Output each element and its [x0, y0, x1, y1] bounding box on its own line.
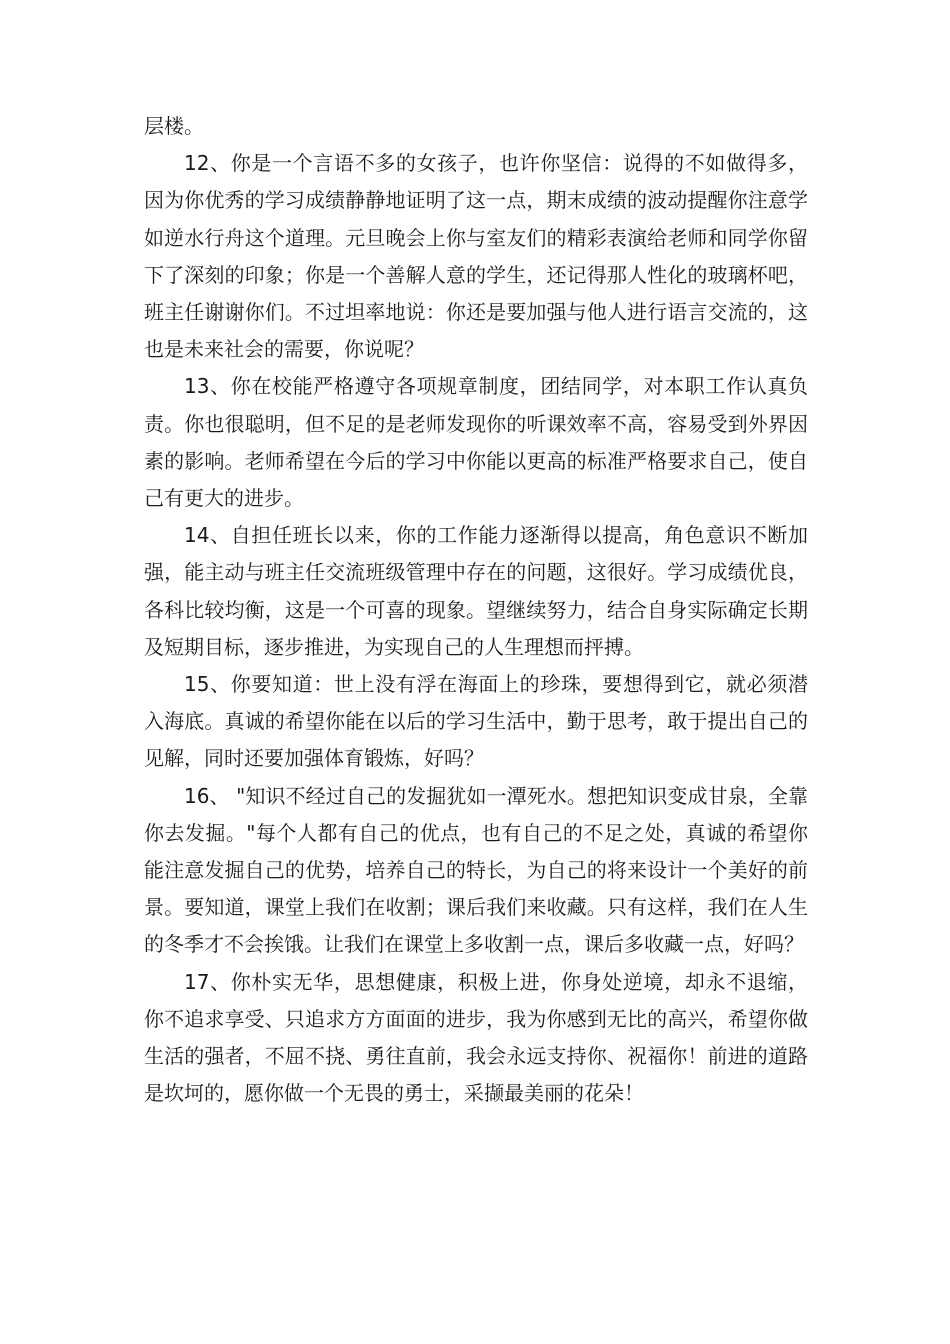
paragraph-12: 12、你是一个言语不多的女孩子，也许你坚信：说得的不如做得多，因为你优秀的学习成绩静静地证明了这一点，期末成绩的波动提醒你注意学如逆水行舟这个道理。元旦晚会上你与室友们的精彩表演给老师和同学你留下了深刻的印象；你是一个善解人意的学生，还记得那人性化的玻璃杯吧，班主任谢谢你们。不过坦率地说：你还是要加强与他人进行语言交流的，这也是未来社会的需要，你说呢？ [144, 151, 808, 362]
paragraph-15: 15、你要知道：世上没有浮在海面上的珍珠，要想得到它，就必须潜入海底。真诚的希望你能在以后的学习生活中，勤于思考，敢于提出自己的见解，同时还要加强体育锻炼，好吗？ [144, 672, 808, 771]
paragraph-16: 16、 "知识不经过自己的发掘犹如一潭死水。想把知识变成甘泉，全靠你去发掘。"每个人都有自己的优点，也有自己的不足之处，真诚的希望你能注意发掘自己的优势，培养自己的特长，为自己的将来设计一个美好的前景。要知道，课堂上我们在收割；课后我们来收藏。只有这样，我们在人生的冬季才不会挨饿。让我们在课堂上多收割一点，课后多收藏一点，好吗？ [144, 783, 808, 957]
continuation-text: 层楼。 [144, 114, 204, 138]
paragraph-14: 14、自担任班长以来，你的工作能力逐渐得以提高，角色意识不断加强，能主动与班主任交流班级管理中存在的问题，这很好。学习成绩优良，各科比较均衡，这是一个可喜的现象。望继续努力，结合自身实际确定长期及短期目标，逐步推进，为实现自己的人生理想而抨搏。 [144, 523, 808, 659]
paragraph-17: 17、你朴实无华，思想健康，积极上进，你身处逆境，却永不退缩，你不追求享受、只追求方方面面的进步，我为你感到无比的高兴，希望你做生活的强者，不屈不挠、勇往直前，我会永远支持你、祝福你！前进的道路是坎坷的，愿你做一个无畏的勇士，采撷最美丽的花朵！ [144, 969, 808, 1106]
document-body [144, 108, 808, 1112]
paragraph-13: 13、你在校能严格遵守各项规章制度，团结同学，对本职工作认真负责。你也很聪明，但不足的是老师发现你的听课效率不高，容易受到外界因素的影响。老师希望在今后的学习中你能以更高的标准严格要求自己，使自己有更大的进步。 [144, 374, 808, 511]
